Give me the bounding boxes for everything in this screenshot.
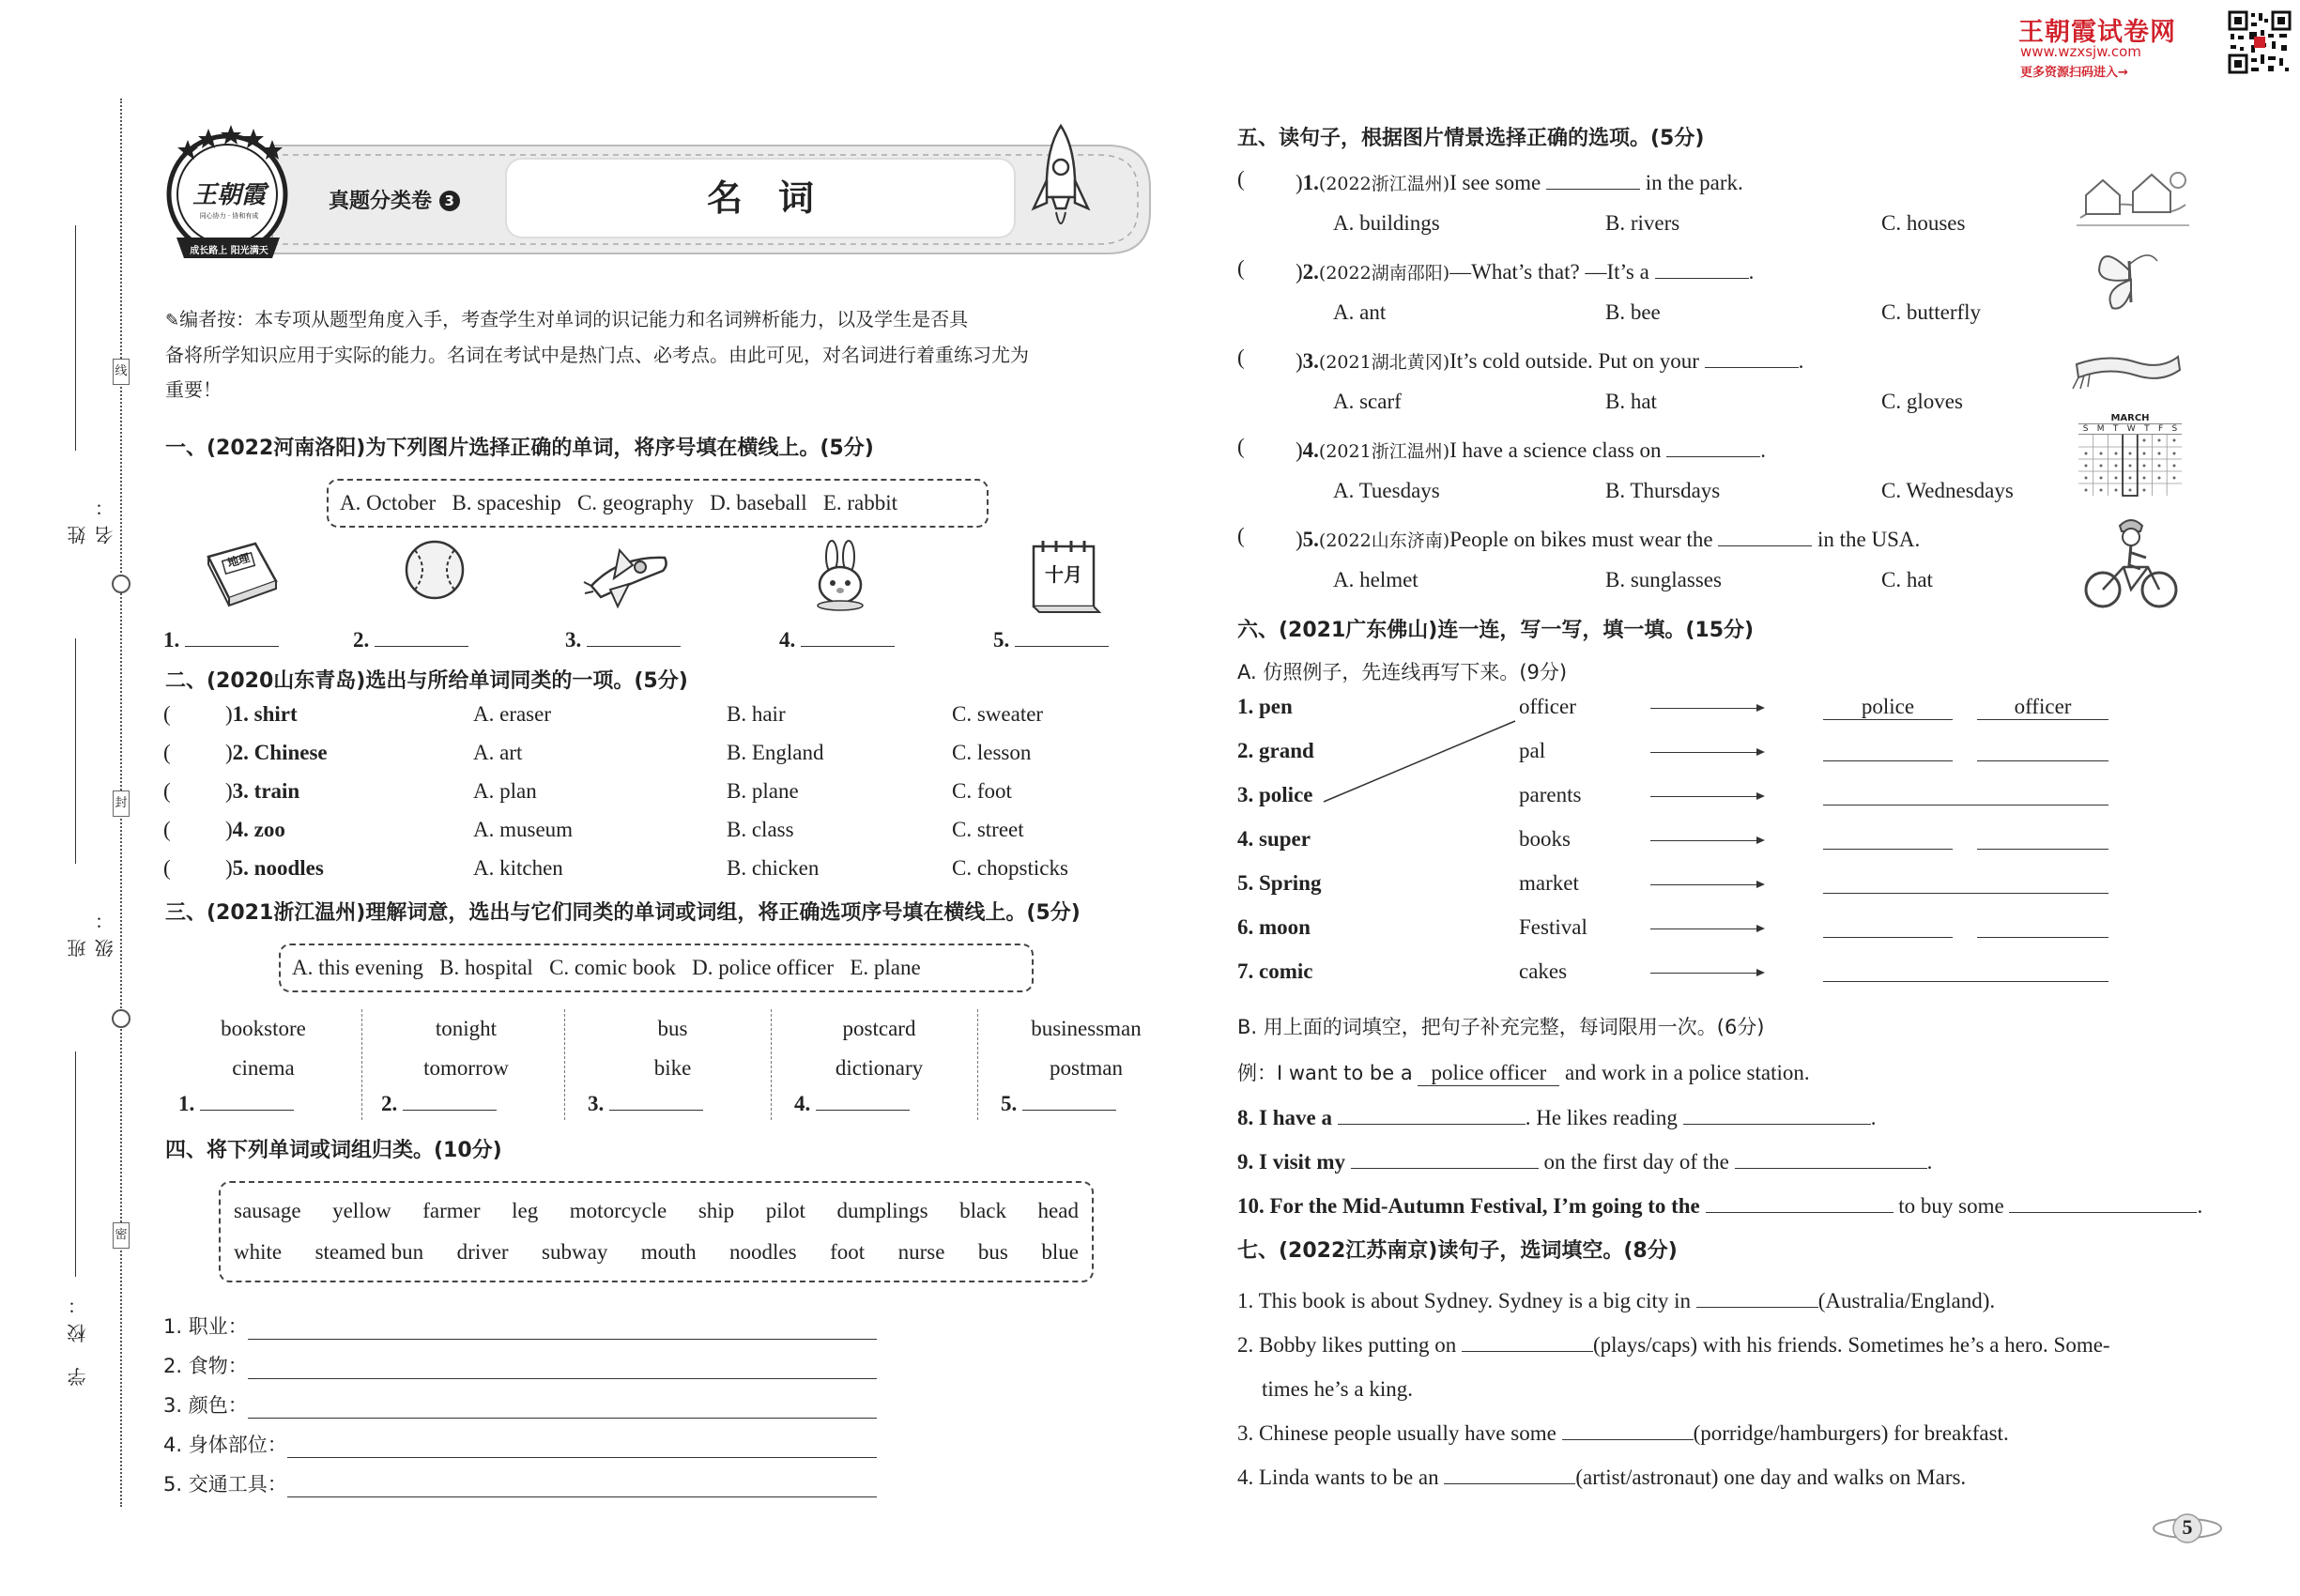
s6-row-4: 4. super books (1237, 827, 2232, 859)
scarf-image (2071, 345, 2184, 392)
s4-cat-2: 2. 食物： (163, 1340, 877, 1379)
s4-row-2: white steamed bun driver subway mouth noodles foot nurse bus blue (234, 1240, 1079, 1264)
s1-blank-2[interactable] (375, 624, 468, 647)
s2-row-4: ( )4. zoo A. museum B. class C. street (163, 818, 1024, 841)
brand-tip: 更多资源扫码进入→ (2020, 66, 2128, 80)
page-title: 名 词 (706, 177, 814, 219)
s2-row-2: ( )2. Chinese A. art B. England C. lesson (163, 741, 1032, 764)
logo-ribbon-text: 成长路上 阳光满天 (190, 246, 268, 256)
s6-q10-blank-2[interactable] (2009, 1190, 2197, 1213)
s6-blank-6a[interactable] (1823, 915, 1953, 938)
s4-cat-5: 5. 交通工具： (163, 1458, 877, 1497)
s4-word-box (219, 1181, 1094, 1282)
s1-blank-5[interactable] (1015, 624, 1109, 647)
logo-seal (160, 117, 300, 268)
s6-blank-4a[interactable] (1823, 827, 1953, 850)
s6-blank-7[interactable] (1823, 959, 2108, 982)
page-number-badge (2150, 1512, 2225, 1545)
brand-url: www.wzxsjw.com (2020, 43, 2141, 60)
series-text: 真题分类卷 (329, 190, 433, 213)
s3-col-2: tonight tomorrow 2. (368, 1009, 565, 1120)
s1-option: D. baseball (710, 491, 807, 514)
answer-paren[interactable] (1247, 167, 1284, 192)
binding-margin (0, 0, 131, 1596)
pencil-icon: ✎ (165, 311, 180, 330)
s4-cat-4: 4. 身体部位： (163, 1419, 877, 1458)
s6-blank-6b[interactable] (1977, 915, 2108, 938)
binding-mark-secret: 密 (113, 1222, 130, 1249)
s3-option: E. plane (850, 956, 921, 979)
top-right-brand (2018, 9, 2300, 80)
editor-note-line2: 备将所学知识应用于实际的能力。名词在考试中是热门点、必考点。由此可见，对名词进行着重练习尤为 (165, 344, 1029, 366)
s2-title: 二、(2020山东青岛)选出与所给单词同类的一项。(5分) (165, 669, 688, 693)
s3-option: D. police officer (692, 956, 835, 979)
example-answer-1: police (1823, 695, 1953, 720)
s5-item-5: ( )5.(2022山东济南)People on bikes must wear the in the USA. A. helmet B. sunglasses C. hat (1237, 524, 1933, 591)
s7-q2: 2. Bobby likes putting on (plays/caps) with his friends. Sometimes he’s a hero. Some- (1237, 1323, 2232, 1367)
s1-option: E. rabbit (822, 491, 898, 514)
series-num: 3 (439, 191, 460, 211)
header-banner (160, 108, 1155, 277)
s7-q1: 1. This book is about Sydney. Sydney is a big city in (Australia/England). (1237, 1279, 2232, 1323)
s4-cat-1: 1. 职业： (163, 1300, 877, 1340)
calendar-weekdays: S M T W T F S (2078, 424, 2182, 435)
s3-col-4: postcard dictionary 4. (781, 1009, 978, 1120)
s3-blank-1[interactable] (200, 1088, 294, 1111)
s4-categories (163, 1300, 877, 1497)
s5-item-2: ( )2.(2022湖南邵阳)—What’s that? —It’s a . A. ant B. bee C. butterfly (1237, 256, 1982, 324)
s6-q10-blank-1[interactable] (1706, 1190, 1894, 1213)
s3-col-5: businessman postman 5. (1001, 1017, 1142, 1115)
s1-blank-4[interactable] (801, 624, 895, 647)
s6-partB: B. 用上面的词填空，把句子补充完整，每词限用一次。(6分) (1237, 1016, 1765, 1038)
s7-q4: 4. Linda wants to be an (artist/astronaut) one day and walks on Mars. (1237, 1455, 2232, 1499)
answer-paren[interactable] (173, 702, 207, 727)
s6-q9-blank-1[interactable] (1351, 1146, 1539, 1169)
spaceship-image (582, 537, 676, 610)
s6-blank-2a[interactable] (1823, 739, 1953, 761)
calendar-image (2078, 413, 2182, 499)
class-label: 班 级： (67, 901, 116, 958)
s1-option: A. October (340, 491, 437, 514)
calendar-grid (2078, 435, 2182, 499)
example-fill: police officer (1418, 1061, 1559, 1086)
s1-blank-3[interactable] (587, 624, 681, 647)
s3-option: C. comic book (549, 956, 676, 979)
qr-code-icon (2227, 9, 2292, 75)
name-field[interactable] (64, 225, 116, 545)
school-label: 学 校： (67, 1286, 89, 1387)
answer-paren[interactable] (1247, 524, 1284, 548)
s6-blank-4b[interactable] (1977, 827, 2108, 850)
s2-row-5: ( )5. noodles A. kitchen B. chicken C. chopsticks (163, 856, 1068, 880)
s3-options-box (279, 944, 1034, 992)
logo-motto: 同心协力 · 协和有成 (199, 212, 259, 220)
s6-partA: A. 仿照例子，先连线再写下来。(9分) (1237, 661, 1568, 683)
editor-note-line3: 重要！ (165, 378, 222, 401)
s1-answers: 1. 2. 3. 4. 5. (163, 624, 1158, 656)
answer-paren[interactable] (1247, 435, 1284, 459)
rocket-icon (1028, 122, 1094, 253)
s5-item-3: ( )3.(2021湖北黄冈)It’s cold outside. Put on your . A. scarf B. hat C. gloves (1237, 345, 1963, 413)
s6-row-5: 5. Spring market (1237, 871, 2232, 903)
s3-col-3: bus bike 3. (575, 1009, 772, 1120)
s3-blank-3[interactable] (609, 1088, 703, 1111)
s6-q8-blank-1[interactable] (1338, 1102, 1526, 1125)
answer-paren[interactable] (173, 856, 207, 881)
s3-col-1: bookstore cinema 1. (165, 1009, 362, 1120)
binding-hole-2 (112, 1009, 130, 1028)
rabbit-image (805, 540, 879, 613)
logo-name: 王朝霞 (192, 181, 266, 209)
series-label (329, 185, 460, 214)
answer-paren[interactable] (173, 741, 207, 765)
s2-row-1: ( )1. shirt A. eraser B. hair C. sweater (163, 702, 1044, 726)
geography-book-image (197, 540, 282, 610)
answer-paren[interactable] (1247, 256, 1284, 281)
editor-note-line1: ✎编者按：本专项从题型角度入手，考查学生对单词的识记能力和名词辨析能力，以及学生是否具 (165, 308, 969, 330)
s6-q9: 9. I visit my on the first day of the . (1237, 1146, 1932, 1174)
s4-row-1: sausage yellow farmer leg motorcycle ship pilot dumplings black head (234, 1199, 1079, 1222)
s6-title: 六、(2021广东佛山)连一连，写一写，填一填。(15分) (1237, 619, 1755, 642)
s3-columns (165, 1009, 1160, 1122)
s6-q10: 10. For the Mid-Autumn Festival, I’m going to the to buy some . (1237, 1190, 2202, 1219)
s7-title: 七、(2022江苏南京)读句子，选词填空。(8分) (1237, 1239, 1678, 1263)
s6-row-7: 7. comic cakes (1237, 959, 2232, 991)
s4-title: 四、将下列单词或词组归类。(10分) (165, 1139, 502, 1162)
cyclist-helmet-image (2082, 511, 2180, 612)
s1-option: B. spaceship (452, 491, 561, 514)
s3-blank-5[interactable] (1022, 1088, 1116, 1111)
s5-title: 五、读句子，根据图片情景选择正确的选项。(5分) (1237, 127, 1705, 150)
s5-item-1: ( )1.(2022浙江温州)I see some in the park. A. buildings B. rivers C. houses (1237, 167, 1966, 235)
s4-cat-3: 3. 颜色： (163, 1379, 877, 1419)
s1-blank-1[interactable] (185, 624, 279, 647)
s6-q9-blank-2[interactable] (1735, 1146, 1927, 1169)
binding-hole-1 (112, 575, 130, 593)
s6-row-2: 2. grand pal (1237, 739, 2232, 771)
answer-paren[interactable] (173, 779, 207, 804)
s6-row-6: 6. moon Festival (1237, 915, 2232, 947)
calendar-month: MARCH (2078, 413, 2182, 424)
s6-row-1: 1. pen officer police officer (1237, 695, 2232, 727)
page-number: 5 (2182, 1515, 2193, 1539)
s6-row-3: 3. police parents (1237, 783, 2232, 815)
s6-matching (1237, 695, 2232, 1005)
s1-title: 一、(2022河南洛阳)为下列图片选择正确的单词，将序号填在横线上。(5分) (165, 437, 874, 460)
editor-note (165, 302, 1160, 407)
butterfly-image (2092, 242, 2167, 317)
s3-option: A. this evening (292, 956, 423, 979)
class-field[interactable] (64, 638, 116, 958)
s3-option: B. hospital (439, 956, 533, 979)
title-box (507, 160, 1014, 237)
binding-mark-line: 线 (113, 359, 130, 385)
brand-name: 王朝霞试卷网 (2018, 18, 2176, 47)
houses-park-image (2077, 158, 2189, 233)
s3-blank-2[interactable] (403, 1088, 497, 1111)
baseball-image (402, 537, 468, 603)
answer-paren[interactable] (1247, 345, 1284, 370)
s5-item-4: ( )4.(2021浙江温州)I have a science class on . A. Tuesdays B. Thursdays C. Wednesdays (1237, 435, 2014, 502)
answer-paren[interactable] (173, 818, 207, 842)
calendar-october-image (1028, 537, 1101, 614)
s3-blank-4[interactable] (816, 1088, 910, 1111)
s6-q8-blank-2[interactable] (1683, 1102, 1871, 1125)
example-answer-2: officer (1977, 695, 2108, 720)
s7-q2-cont: times he’s a king. (1262, 1377, 1413, 1401)
s6-blank-3[interactable] (1823, 783, 2108, 806)
s7-list (1237, 1279, 2232, 1499)
s6-q8: 8. I have a . He likes reading . (1237, 1102, 1876, 1130)
school-field[interactable] (64, 1051, 92, 1389)
calendar-october-label: 十月 (1045, 563, 1082, 586)
geography-book-label: 地理 (225, 550, 252, 571)
s2-row-3: ( )3. train A. plan B. plane C. foot (163, 779, 1012, 803)
s6-blank-2b[interactable] (1977, 739, 2108, 761)
s1-option: C. geography (576, 491, 694, 514)
binding-mark-seal: 封 (113, 790, 130, 817)
name-label: 姓 名： (67, 488, 116, 545)
s6-blank-5[interactable] (1823, 871, 2108, 894)
s7-q3: 3. Chinese people usually have some (porridge/hamburgers) for breakfast. (1237, 1411, 2232, 1455)
s1-options-box (327, 479, 989, 528)
s3-title: 三、(2021浙江温州)理解词意，选出与它们同类的单词或词组，将正确选项序号填在横线上。(5分) (165, 901, 1081, 925)
s6-example-sentence: 例：I want to be a police officer and work in a police station. (1237, 1061, 1810, 1084)
